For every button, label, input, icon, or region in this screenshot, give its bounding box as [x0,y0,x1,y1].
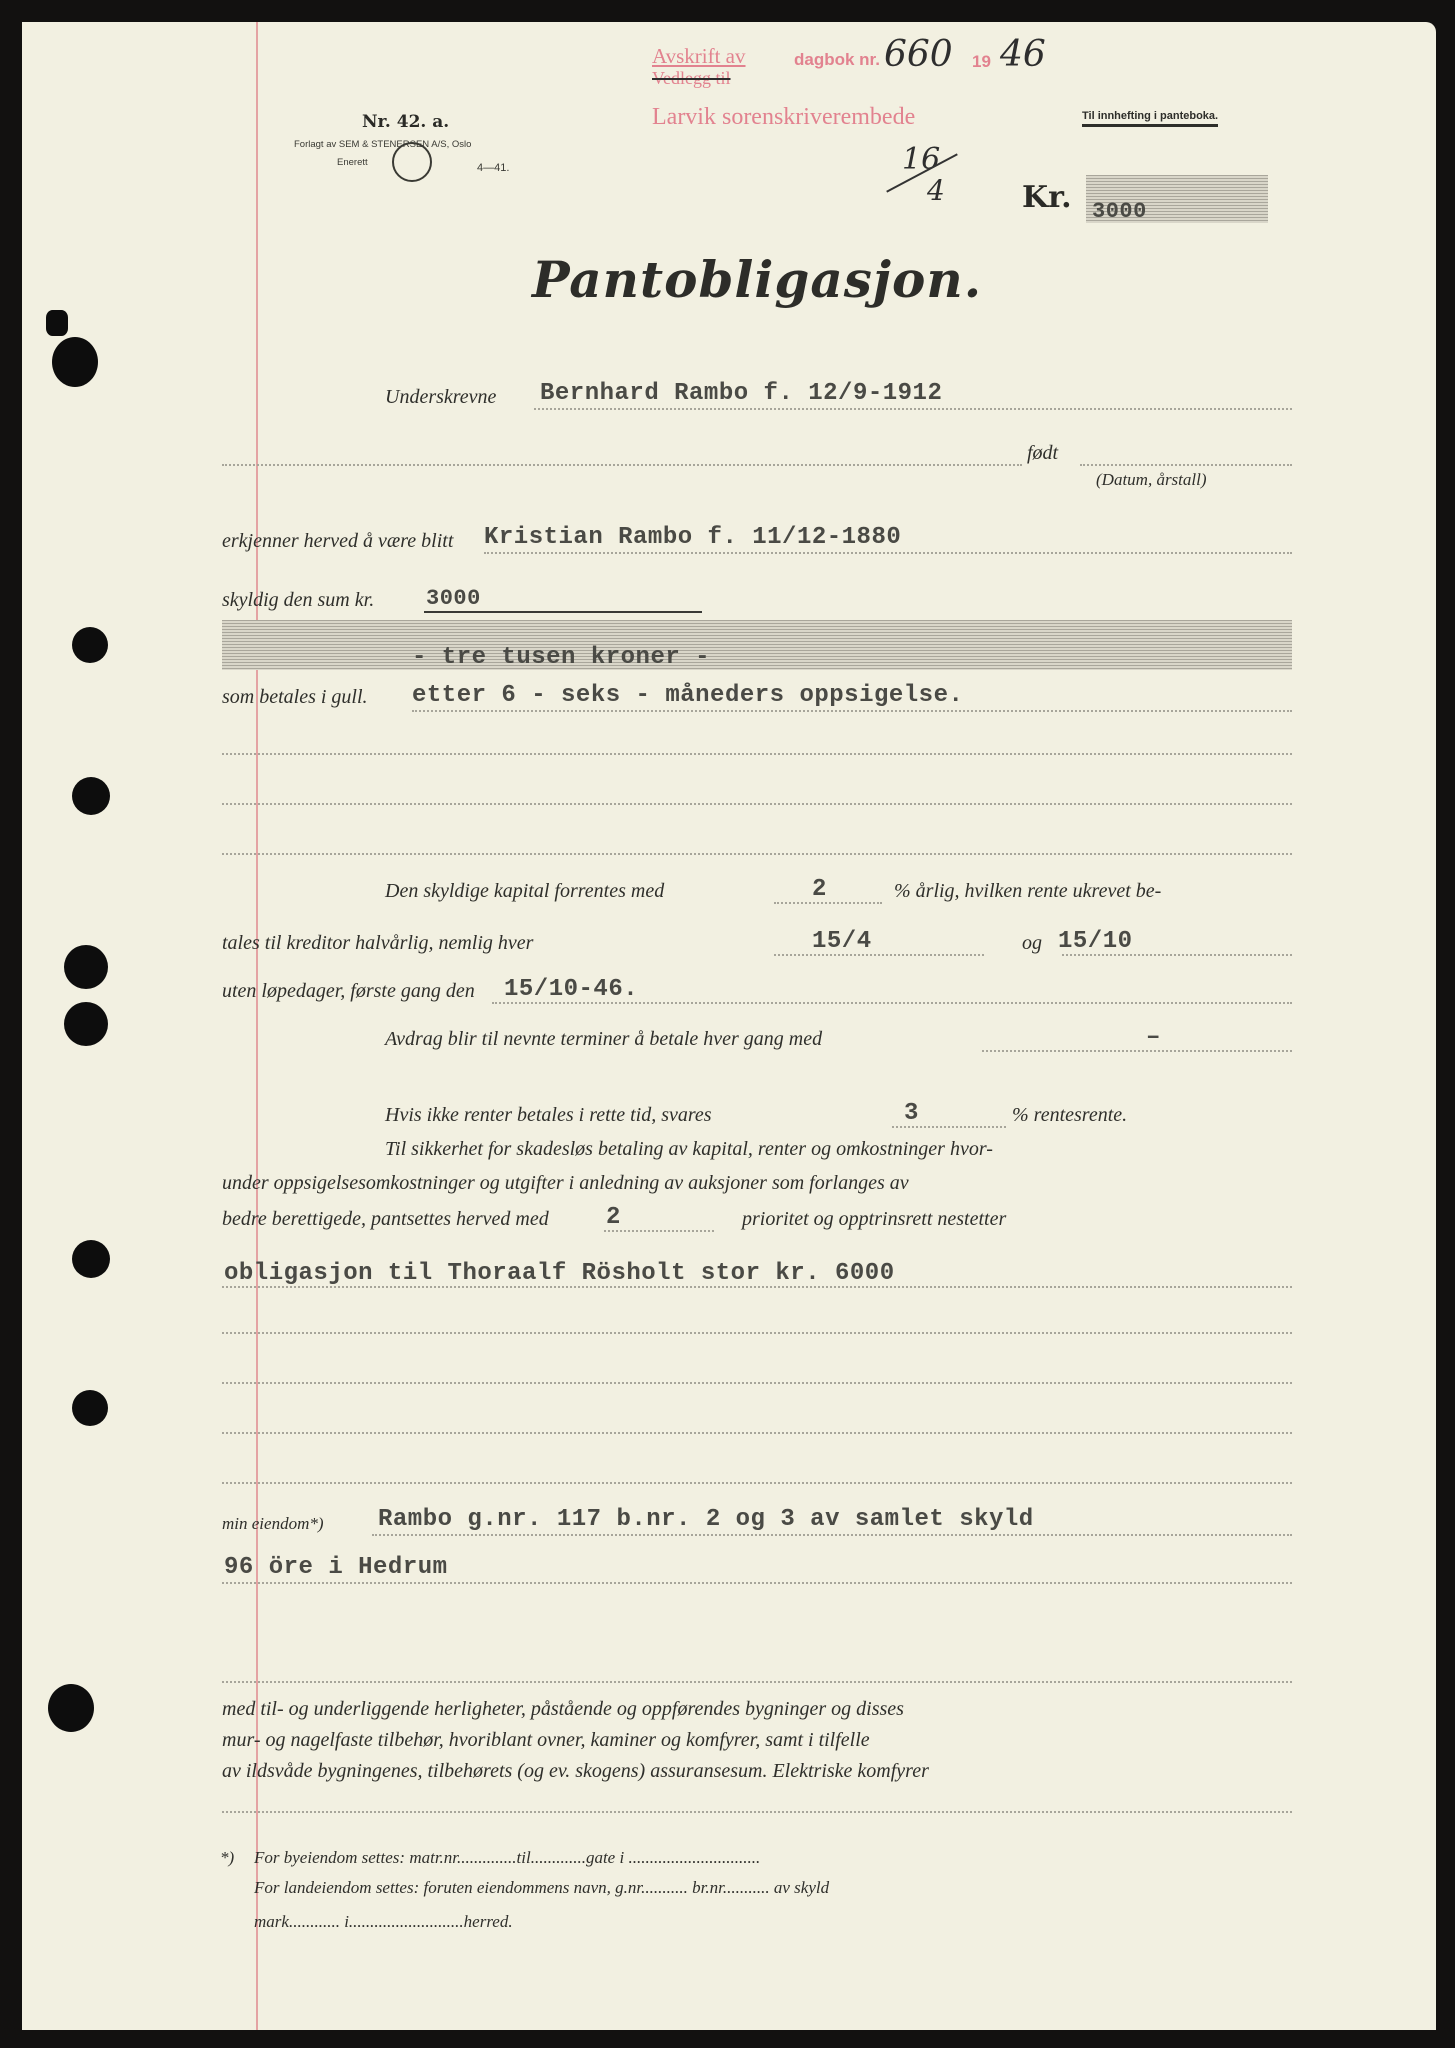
property-line2 [222,1582,1292,1584]
footnote-line1: For byeiendom settes: matr.nr..............til.............gate i ............................... [254,1848,761,1867]
binder-hole-icon [48,1684,94,1732]
first-payment-date[interactable]: 15/10-46. [504,976,639,1003]
note-innhefting: Til innhefting i panteboka. [1082,110,1218,127]
avdrag-label: Avdrag blir til nevnte terminer å betale hver gang med [385,1028,823,1050]
interest-date2[interactable]: 15/10 [1058,928,1133,955]
blank-line [222,1432,1292,1434]
erkjenner-value[interactable]: Kristian Rambo f. 11/12-1880 [484,524,902,551]
stamp-vedlegg-struck: Vedlegg til [652,68,731,88]
betales-value[interactable]: etter 6 - seks - måneders oppsigelse. [412,682,964,709]
interest-line1-label: Den skyldige kapital forrentes med [385,880,665,902]
security-para-line3: bedre berettigede, pantsettes herved med [222,1208,549,1230]
form-number: Nr. 42. a. [362,112,450,132]
interest-date1[interactable]: 15/4 [812,928,872,955]
footnote-line2: For landeiendom settes: foruten eiendommens navn, g.nr........... br.nr........... av skyld [254,1878,830,1897]
amount-words[interactable]: - tre tusen kroner - [412,644,711,671]
stamp-office: Larvik sorenskriverembede [652,104,916,130]
binder-hole-icon [72,627,108,663]
security-para-line2: under oppsigelsesomkostninger og utgifter i anledning av auksjoner som forlanges av [222,1172,909,1194]
footnote-line3: mark............ i...........................herred. [254,1912,513,1931]
binder-hole-icon [72,1390,108,1426]
interest-rate[interactable]: 2 [812,876,827,903]
skyldig-label: skyldig den sum kr. [222,589,375,611]
betales-label: som betales i gull. [222,686,368,708]
binder-hole-icon [46,310,68,336]
security-para-line1: Til sikkerhet for skadesløs betaling av kapital, renter og omkostninger hvor- [385,1138,993,1160]
underskrevne-value[interactable]: Bernhard Rambo f. 12/9-1912 [540,380,943,407]
datum-label: (Datum, årstall) [1096,470,1207,489]
fodt-line-right [1080,464,1292,466]
blank-line [222,1332,1292,1334]
skyldig-value[interactable]: 3000 [426,586,481,611]
page-title: Pantobligasjon. [532,250,983,309]
handwritten-day: 16 [902,142,941,177]
publisher-enerett: Enerett [337,157,368,168]
penalty-label: Hvis ikke renter betales i rette tid, svares [385,1104,712,1126]
skyldig-line [424,611,702,613]
blank-line [222,1482,1292,1484]
prior-obligation[interactable]: obligasjon til Thoraalf Rösholt stor kr. 6000 [224,1260,895,1287]
document-page [22,22,1436,2030]
interest-line3-label: uten løpedager, første gang den [222,980,475,1002]
closing-line [222,1811,1292,1813]
og-label: og [1022,932,1042,954]
stamp-year-prefix: 19 [972,52,991,71]
stamp-dagbok-label: dagbok nr. [794,50,880,69]
fodt-line-left [222,464,1022,466]
penalty-rate[interactable]: 3 [904,1100,919,1127]
penalty-post: % rentesrente. [1012,1104,1128,1126]
betales-line [412,710,1292,712]
property-line1 [372,1534,1292,1536]
publisher-date: 4—41. [477,162,510,174]
erkjenner-label: erkjenner herved å være blitt [222,530,454,552]
underskrevne-line [534,408,1292,410]
kr-amount: 3000 [1092,199,1147,224]
amount-words-box [222,620,1292,670]
avdrag-value[interactable]: – [1146,1024,1161,1051]
closing-line2: mur- og nagelfaste tilbehør, hvoriblant ovner, kaminer og komfyrer, samt i tilfelle [222,1729,870,1751]
stamp-avskrift: Avskrift av [652,44,746,68]
rate-line [774,902,882,904]
publisher-line: Forlagt av SEM & STENERSEN A/S, Oslo [294,139,472,150]
publisher-logo-icon [392,142,432,182]
blank-line [222,753,1292,755]
fodt-label: født [1027,442,1059,464]
priority-value[interactable]: 2 [606,1204,621,1231]
binder-hole-icon [64,1002,108,1046]
binder-hole-icon [72,777,110,815]
property-value-line2[interactable]: 96 öre i Hedrum [224,1554,448,1581]
blank-line [222,1681,1292,1683]
underskrevne-label: Underskrevne [385,386,497,408]
property-label: min eiendom*) [222,1514,324,1533]
closing-line1: med til- og underliggende herligheter, påstående og oppførendes bygninger og disses [222,1698,904,1720]
interest-line2-label: tales til kreditor halvårlig, nemlig hver [222,932,534,954]
binder-hole-icon [52,337,98,387]
erkjenner-line [484,552,1292,554]
interest-line1-post: % årlig, hvilken rente ukrevet be- [894,880,1162,902]
kr-label: Kr. [1022,180,1072,215]
blank-line [222,853,1292,855]
avdrag-line [982,1050,1292,1052]
date1-line [774,954,984,956]
security-para-line3-post: prioritet og opptrinsrett nestetter [742,1208,1007,1230]
blank-line [222,803,1292,805]
handwritten-month: 4 [927,174,945,207]
dagbok-number: 660 [884,34,953,75]
blank-line [222,1382,1292,1384]
closing-line3: av ildsvåde bygningenes, tilbehørets (og ev. skogens) assuransesum. Elektriske komfyrer [222,1760,929,1782]
footnote-marker: *) [220,1848,235,1867]
property-value-line1[interactable]: Rambo g.nr. 117 b.nr. 2 og 3 av samlet skyld [378,1506,1034,1533]
binder-hole-icon [64,945,108,989]
binder-hole-icon [72,1240,110,1278]
year-suffix: 46 [1000,34,1046,75]
